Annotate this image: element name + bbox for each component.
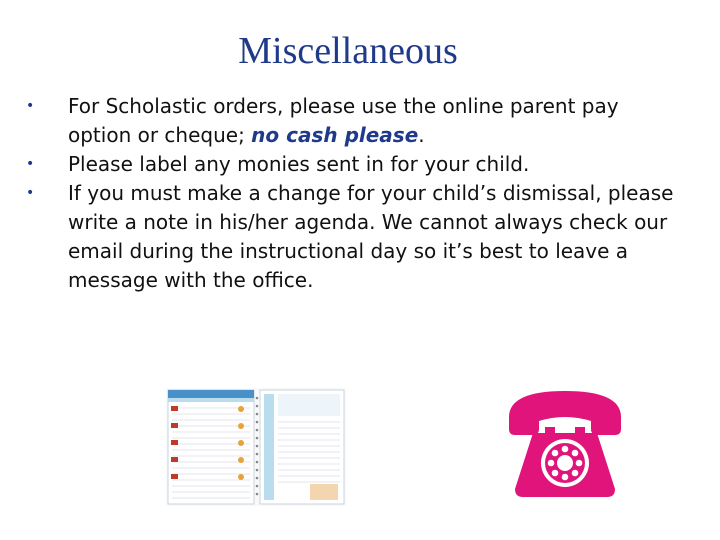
bullet-text: For Scholastic orders, please use the online parent pay option or cheque; xyxy=(68,94,619,147)
bullet-text: If you must make a change for your child’s dismissal, please write a note in his/her agenda. We cannot always check our email during the instructional day so it’s best to leave a message with the office. xyxy=(68,181,674,292)
bullet-list xyxy=(26,92,686,295)
bullet-marker: • xyxy=(26,98,35,114)
bullet-text-end: . xyxy=(418,123,425,147)
bullet-item-label-monies xyxy=(26,150,686,179)
bullet-text: Please label any monies sent in for your child. xyxy=(68,152,530,176)
bullet-marker: • xyxy=(26,185,35,201)
slide-title: Miscellaneous xyxy=(238,30,458,72)
agenda-image xyxy=(166,388,346,506)
bullet-item-scholastic xyxy=(26,92,686,150)
bullet-emphasis: no cash please xyxy=(251,123,419,147)
bullet-item-dismissal xyxy=(26,179,686,295)
telephone-icon xyxy=(505,383,625,501)
bullet-marker: • xyxy=(26,156,35,172)
